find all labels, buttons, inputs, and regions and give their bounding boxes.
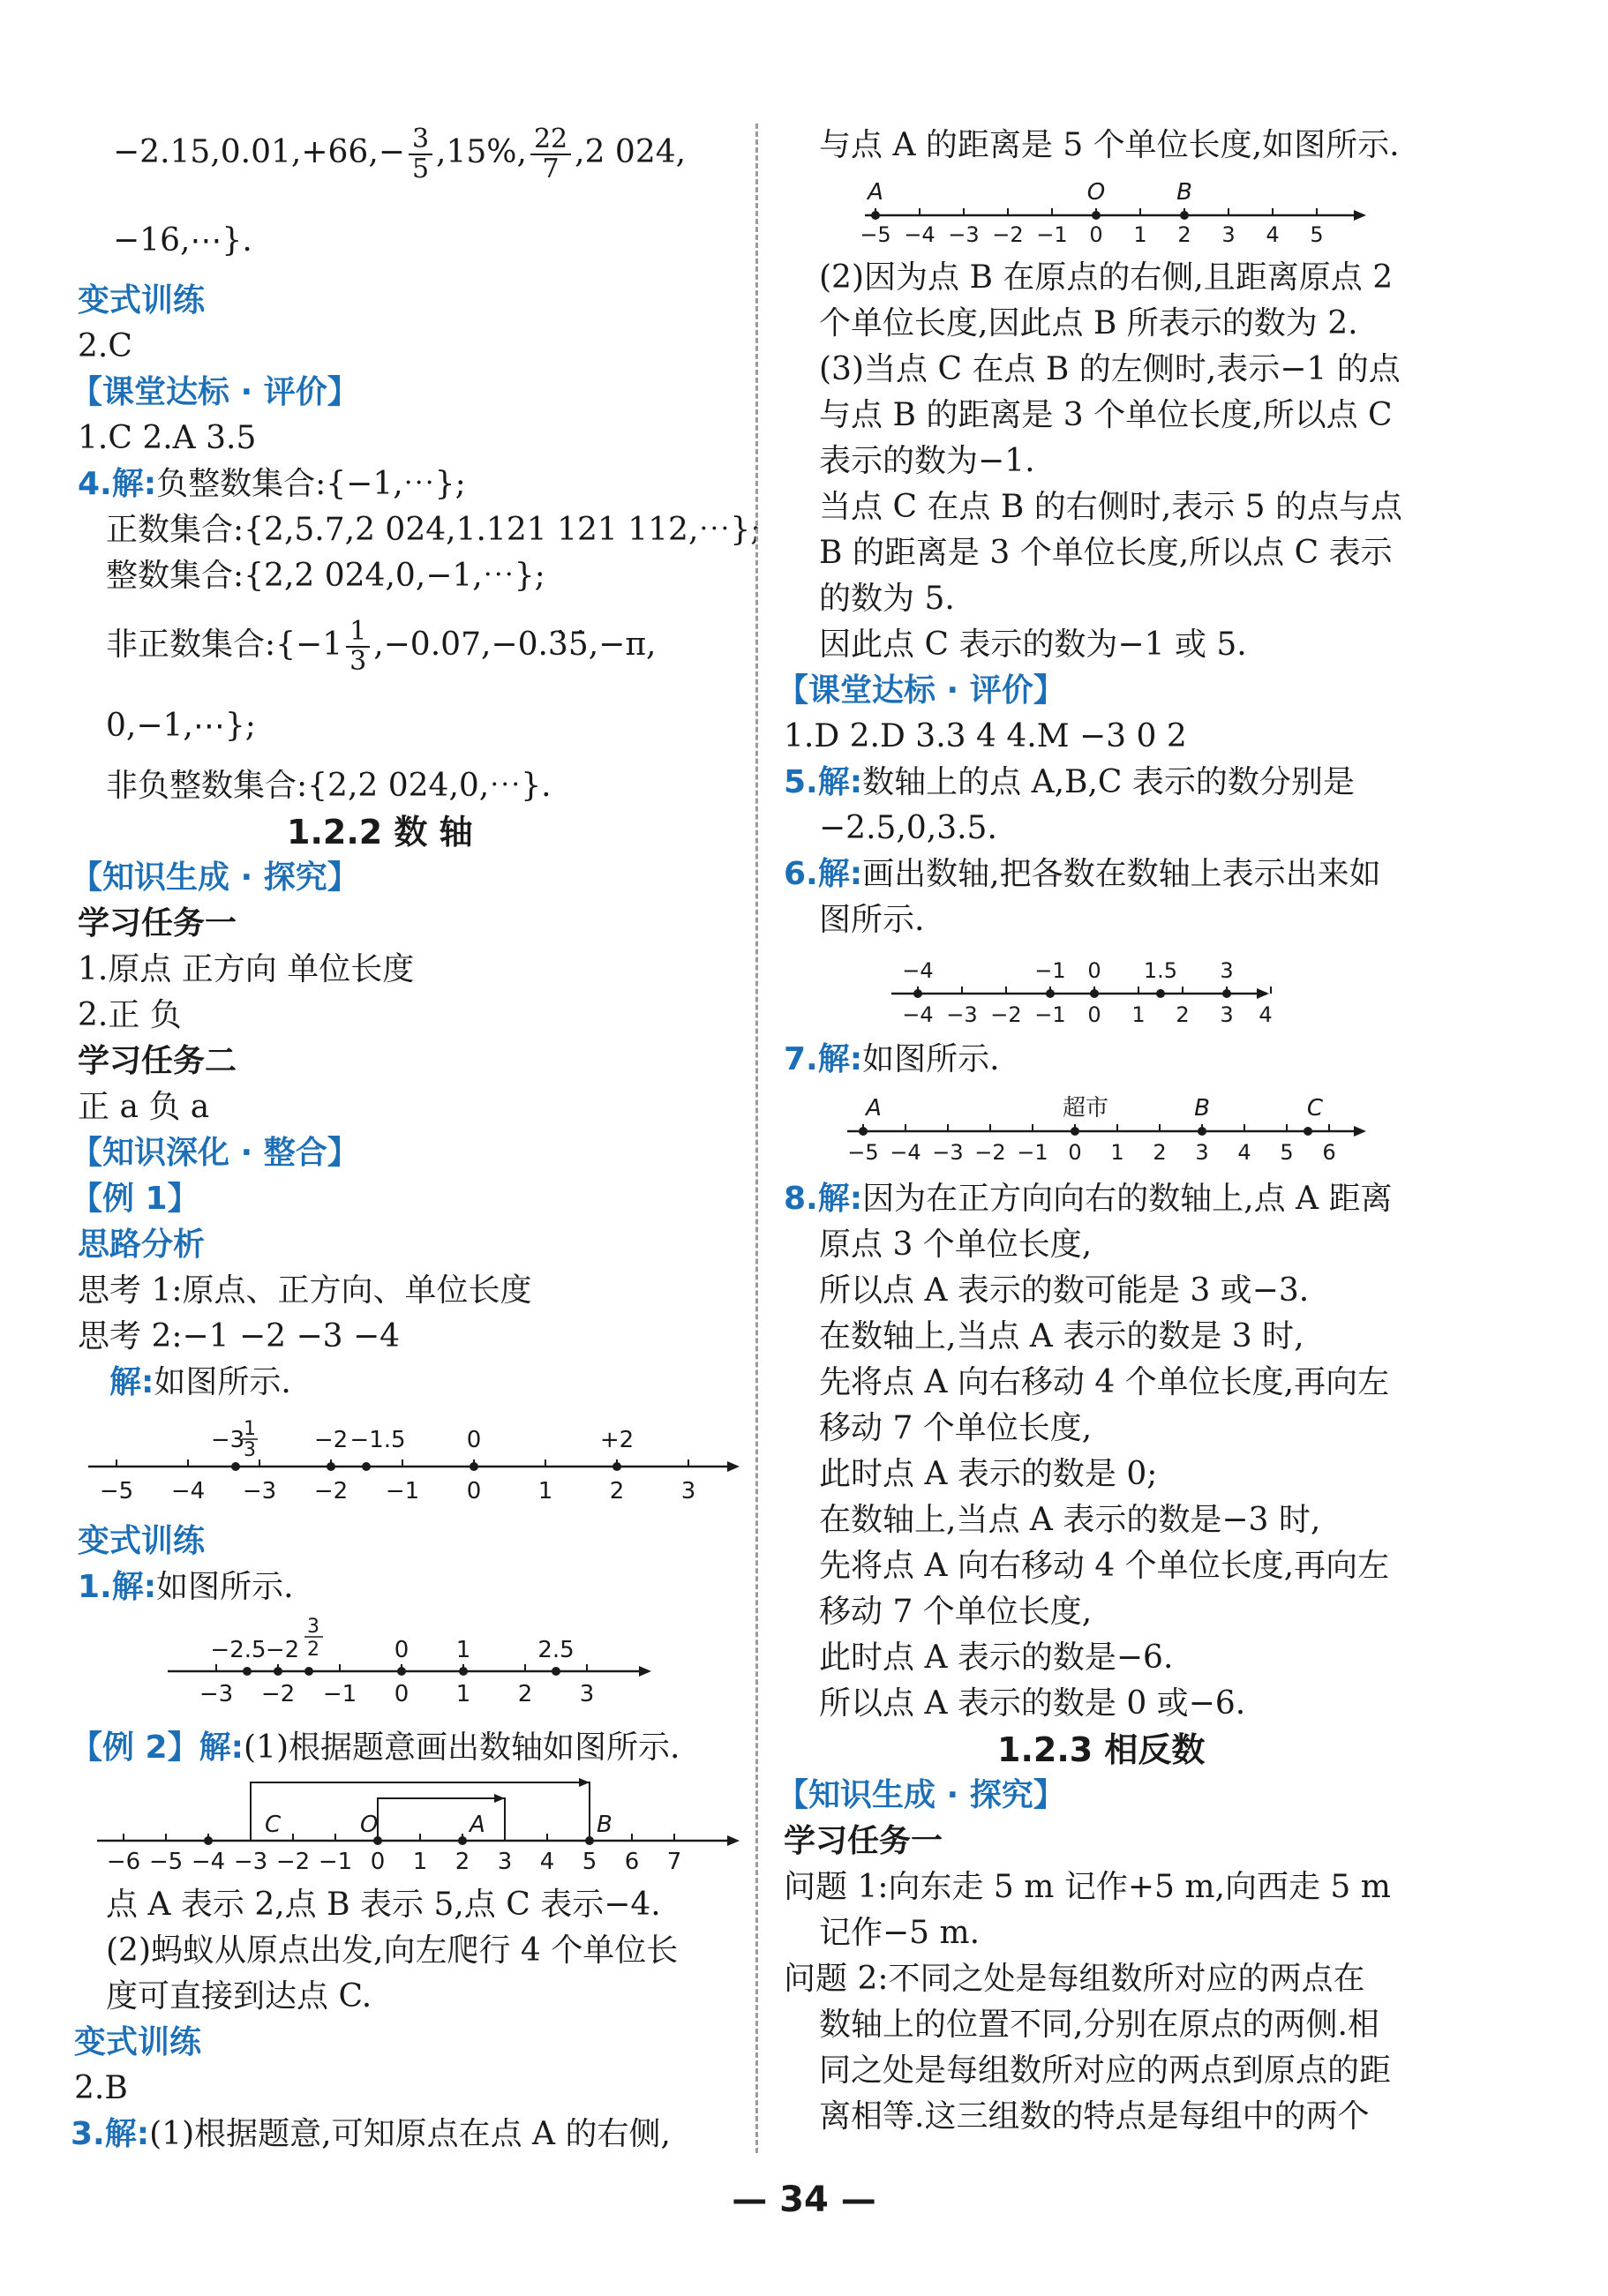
r-line-6: 表示的数为−1. [819, 443, 1035, 479]
answer-4b: 正数集合:{2,5.7,2 024,1.121 121 112,⋯}; [106, 512, 762, 548]
answer-8 [784, 1179, 1392, 1219]
point-label: A [868, 179, 883, 206]
r-line-1: 与点 A 的距离是 5 个单位长度,如图所示. [819, 127, 1400, 163]
tick-label: 1 [1110, 1140, 1124, 1165]
tick-label: 0 [370, 1849, 386, 1875]
point-label: 0 [394, 1637, 410, 1663]
text: ,2 024, [575, 134, 687, 170]
point-label: 3 [1220, 958, 1234, 983]
numerator: 1 [346, 618, 370, 648]
tick-label: 4 [539, 1849, 555, 1875]
answer-label: 1.解: [78, 1569, 157, 1605]
answer-7 [784, 1039, 1000, 1080]
point-label: O [360, 1812, 379, 1838]
section-bianshi-2: 变式训练 [78, 1523, 206, 1559]
tick-label: −5 [99, 1478, 134, 1504]
point-label: −4 [902, 958, 934, 983]
tick-label: 1 [412, 1849, 428, 1875]
question-1a: 问题 1:向东走 5 m 记作+5 m,向西走 5 m [784, 1869, 1391, 1905]
page-number-value: 34 [779, 2180, 829, 2220]
fraction [346, 618, 370, 676]
point-label: 0 [1087, 958, 1101, 983]
tick-label: 1 [1131, 1002, 1146, 1027]
point-label: 2.5 [537, 1637, 575, 1663]
answer-4d [106, 618, 656, 676]
point-label: 超市 [1062, 1095, 1109, 1122]
number-line-example-1 [88, 1412, 741, 1512]
text: ,15%, [436, 134, 527, 170]
answer-label: 3.解: [71, 2116, 150, 2152]
example-2 [71, 1728, 680, 1768]
point-label: +2 [599, 1427, 635, 1453]
answer-8l: 所以点 A 表示的数是 0 或−6. [819, 1685, 1246, 1722]
numerator: 22 [530, 125, 571, 155]
text: 非正数集合:{−1 [106, 627, 343, 663]
r-line-2: (2)因为点 B 在原点的右侧,且距离原点 2 [819, 259, 1394, 296]
answer-label: 解: [199, 1730, 244, 1766]
section-ketang-right: 【课堂达标 · 评价】 [777, 672, 1065, 709]
tick-label: −2 [313, 1478, 349, 1504]
r-line-4: (3)当点 C 在点 B 的左侧时,表示−1 的点 [819, 351, 1401, 387]
point-label: −2 [265, 1637, 300, 1663]
tick-label: −4 [904, 222, 935, 247]
r-line-5: 与点 B 的距离是 3 个单位长度,所以点 C [819, 397, 1393, 433]
number-line-example-2 [97, 1774, 750, 1874]
example-1-solution [109, 1362, 291, 1403]
tick-label: 2 [517, 1681, 533, 1707]
tick-label: −2 [990, 1002, 1022, 1027]
tick-label: −1 [322, 1681, 357, 1707]
task-1-b: 2.正 负 [78, 997, 182, 1033]
tick-label: 0 [466, 1478, 482, 1504]
tick-label: 5 [1310, 222, 1324, 247]
fraction [530, 125, 571, 184]
text: (1)根据题意画出数轴如图所示. [244, 1730, 680, 1766]
denominator: 5 [411, 154, 430, 184]
text: 如图所示. [154, 1364, 291, 1400]
section-zhishi-right: 【知识生成 · 探究】 [777, 1777, 1065, 1813]
point-label: A [470, 1812, 485, 1838]
numerator: 3 [409, 125, 432, 155]
tick-label: −1 [1017, 1140, 1048, 1165]
section-bianshi: 变式训练 [78, 282, 206, 319]
answer-5 [784, 762, 1355, 803]
section-zhishi: 【知识生成 · 探究】 [71, 859, 359, 896]
tick-label: −5 [148, 1849, 184, 1875]
number-line-r1 [860, 173, 1377, 252]
tick-label: 0 [1089, 222, 1103, 247]
point-label: 2 [307, 1639, 319, 1661]
tick-label: −4 [902, 1002, 934, 1027]
tick-label: 1 [455, 1681, 471, 1707]
text: 负整数集合:{−1,⋯}; [156, 466, 466, 502]
point-label: −2.5 [210, 1637, 267, 1663]
denominator: 3 [349, 646, 367, 677]
column-divider [755, 124, 758, 2153]
point-label: O [1086, 179, 1106, 206]
r-line-3: 个单位长度,因此点 B 所表示的数为 2. [819, 305, 1358, 341]
answer-8i: 先将点 A 向右移动 4 个单位长度,再向左 [819, 1548, 1390, 1584]
tick-label: 3 [497, 1849, 513, 1875]
tick-label: 2 [1177, 222, 1191, 247]
tick-label: 3 [579, 1681, 595, 1707]
answer-8e: 先将点 A 向右移动 4 个单位长度,再向左 [819, 1364, 1390, 1400]
tick-label: 3 [680, 1478, 696, 1504]
task-1-a: 1.原点 正方向 单位长度 [78, 951, 415, 987]
answer-4 [78, 464, 466, 505]
tick-label: −3 [932, 1140, 964, 1165]
answer-8g: 此时点 A 表示的数是 0; [819, 1456, 1158, 1492]
tick-label: −1 [318, 1849, 353, 1875]
task-1-right: 学习任务一 [784, 1823, 943, 1859]
question-2d: 离相等.这三组数的特点是每组中的两个 [819, 2098, 1370, 2135]
silu-title: 思路分析 [78, 1227, 206, 1263]
tick-label: −5 [860, 222, 891, 247]
answer-set-end: −16,⋯}. [113, 222, 252, 259]
tick-label: −3 [233, 1849, 268, 1875]
r-line-7: 当点 C 在点 B 的右侧时,表示 5 的点与点 [819, 489, 1403, 525]
number-line-variant-1 [168, 1611, 662, 1712]
tick-label: −3 [948, 222, 980, 247]
answer-8f: 移动 7 个单位长度, [819, 1410, 1093, 1446]
point-label: B [1194, 1095, 1210, 1122]
tick-label: −2 [260, 1681, 296, 1707]
answer-8d: 在数轴上,当点 A 表示的数是 3 时, [819, 1318, 1304, 1354]
tick-label: 4 [1237, 1140, 1251, 1165]
think-1: 思考 1:原点、正方向、单位长度 [78, 1272, 532, 1309]
answer-4f: 非负整数集合:{2,2 024,0,⋯}. [106, 768, 552, 804]
variant-2: 2.B [74, 2070, 128, 2106]
tick-label: 6 [624, 1849, 640, 1875]
example-2-title: 【例 2】 [71, 1730, 199, 1766]
answer-2: 2.C [78, 328, 132, 364]
answers-1-3: 1.C 2.A 3.5 [78, 420, 257, 456]
tick-label: 5 [582, 1849, 597, 1875]
point-label: 3 [244, 1439, 256, 1461]
point-label: −1 [1034, 958, 1066, 983]
number-line-r6 [891, 948, 1280, 1034]
question-1b: 记作−5 m. [819, 1915, 981, 1951]
think-2: 思考 2:−1 −2 −3 −4 [78, 1318, 401, 1354]
answer-label: 8.解: [784, 1181, 863, 1217]
task-1: 学习任务一 [78, 905, 237, 942]
tick-label: −3 [242, 1478, 277, 1504]
denominator: 7 [542, 154, 560, 184]
tick-label: 0 [394, 1681, 410, 1707]
task-2-answer: 正 a 负 a [78, 1089, 210, 1125]
answer-label: 7.解: [784, 1041, 863, 1077]
example-1-title: 【例 1】 [71, 1181, 199, 1217]
tick-label: −1 [385, 1478, 420, 1504]
point-label: 0 [466, 1427, 482, 1453]
point-label: −2 [313, 1427, 349, 1453]
point-label: A [866, 1095, 882, 1122]
text: 数轴上的点 A,B,C 表示的数分别是 [862, 764, 1355, 800]
number-line-r7 [847, 1085, 1377, 1172]
tick-label: −4 [191, 1849, 226, 1875]
section-bianshi-3: 变式训练 [74, 2024, 202, 2060]
point-label: 3 [307, 1616, 319, 1638]
question-2a: 问题 2:不同之处是每组数所对应的两点在 [784, 1961, 1365, 1997]
answer-8b: 原点 3 个单位长度, [819, 1227, 1093, 1263]
tick-label: 0 [1068, 1140, 1082, 1165]
tick-label: −3 [199, 1681, 234, 1707]
answer-6 [784, 854, 1381, 895]
tick-label: 4 [1266, 222, 1280, 247]
answer-8j: 移动 7 个单位长度, [819, 1594, 1093, 1630]
tick-label: 7 [666, 1849, 682, 1875]
variant-3 [71, 2114, 671, 2155]
section-shenhua: 【知识深化 · 整合】 [71, 1135, 359, 1171]
answer-label: 解: [109, 1364, 154, 1400]
answer-label: 4.解: [78, 466, 157, 502]
text: (1)根据题意,可知原点在点 A 的右侧, [149, 2116, 671, 2152]
tick-label: 3 [1221, 222, 1236, 247]
tick-label: −1 [1036, 222, 1068, 247]
tick-label: 3 [1195, 1140, 1209, 1165]
text: ,−0.07,−0.3̇5̇,−π, [373, 627, 657, 663]
text: 如图所示. [156, 1569, 294, 1605]
answer-8c: 所以点 A 表示的数可能是 3 或−3. [819, 1272, 1310, 1309]
tick-label: 2 [1176, 1002, 1190, 1027]
point-label: 1 [455, 1637, 471, 1663]
answer-set-line [113, 125, 686, 184]
variant-1 [78, 1567, 294, 1608]
answer-6b: 图所示. [819, 902, 925, 938]
point-label: −1.5 [349, 1427, 406, 1453]
answer-4e: 0,−1,⋯}; [106, 708, 256, 744]
section-ketang: 【课堂达标 · 评价】 [71, 374, 359, 410]
tick-label: 3 [1220, 1002, 1234, 1027]
text: 如图所示. [862, 1041, 1000, 1077]
section-title-1-2-2: 1.2.2 数 轴 [287, 813, 473, 852]
tick-label: −3 [946, 1002, 978, 1027]
answer-8k: 此时点 A 表示的数是−6. [819, 1639, 1174, 1676]
example-2-a: 点 A 表示 2,点 B 表示 5,点 C 表示−4. [106, 1887, 661, 1923]
tick-label: −4 [890, 1140, 921, 1165]
tick-label: 1 [537, 1478, 553, 1504]
section-title-1-2-3: 1.2.3 相反数 [997, 1730, 1206, 1769]
point-label: −3 [210, 1427, 245, 1453]
example-2-b: (2)蚂蚁从原点出发,向左爬行 4 个单位长 [106, 1932, 679, 1969]
tick-label: 2 [1153, 1140, 1167, 1165]
task-2: 学习任务二 [78, 1043, 237, 1079]
tick-label: −2 [992, 222, 1024, 247]
answer-label: 6.解: [784, 856, 863, 892]
tick-label: −4 [170, 1478, 206, 1504]
answer-5b: −2.5,0,3.5. [819, 810, 997, 846]
text: 因为在正方向向右的数轴上,点 A 距离 [862, 1181, 1393, 1217]
question-2c: 同之处是每组数所对应的两点到原点的距 [819, 2052, 1392, 2089]
example-2-c: 度可直接到达点 C. [106, 1978, 372, 2015]
tick-label: 5 [1280, 1140, 1294, 1165]
point-label: 1.5 [1143, 958, 1178, 983]
tick-label: 0 [1087, 1002, 1101, 1027]
r-line-9: 的数为 5. [819, 581, 955, 617]
point-label: C [1306, 1095, 1324, 1122]
tick-label: 1 [1133, 222, 1147, 247]
point-label: B [597, 1812, 612, 1838]
tick-label: 4 [1259, 1002, 1273, 1027]
tick-label: −6 [106, 1849, 141, 1875]
tick-label: 2 [609, 1478, 625, 1504]
answers-1-4-right: 1.D 2.D 3.3 4 4.M −3 0 2 [784, 718, 1187, 754]
point-label: C [265, 1812, 282, 1838]
tick-label: −2 [275, 1849, 311, 1875]
tick-label: 2 [455, 1849, 470, 1875]
answer-4c: 整数集合:{2,2 024,0,−1,⋯}; [106, 558, 545, 594]
tick-label: −2 [974, 1140, 1006, 1165]
question-2b: 数轴上的位置不同,分别在原点的两侧.相 [819, 2007, 1379, 2043]
answer-8h: 在数轴上,当点 A 表示的数是−3 时, [819, 1502, 1321, 1538]
point-label: 1 [244, 1418, 256, 1440]
point-label: B [1176, 179, 1192, 206]
tick-label: −5 [847, 1140, 879, 1165]
r-line-8: B 的距离是 3 个单位长度,所以点 C 表示 [819, 535, 1393, 571]
text: 画出数轴,把各数在数轴上表示出来如 [862, 856, 1381, 892]
answer-label: 5.解: [784, 764, 863, 800]
fraction [409, 125, 432, 184]
r-line-10: 因此点 C 表示的数为−1 或 5. [819, 627, 1247, 663]
tick-label: −1 [1034, 1002, 1066, 1027]
page-number: — 34 — [732, 2180, 876, 2220]
tick-label: 6 [1322, 1140, 1336, 1165]
text: −2.15,0.01,+66,− [113, 134, 405, 170]
